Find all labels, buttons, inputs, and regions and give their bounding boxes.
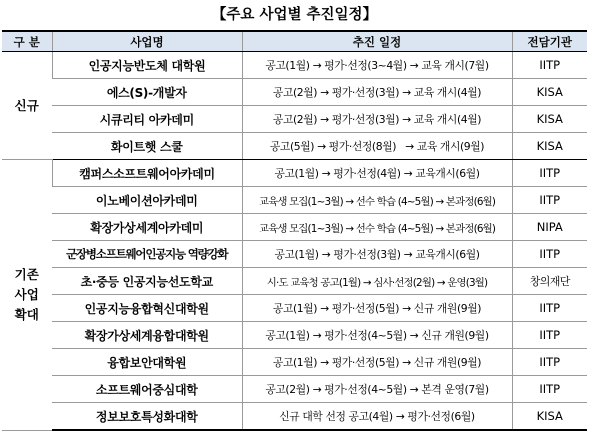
project-org: KISA <box>512 403 587 431</box>
header-row <box>2 31 587 52</box>
project-schedule: 공고(2월) → 평가·선정(3월) → 교육 개시(4월) <box>242 79 512 106</box>
project-org: IITP <box>512 241 587 268</box>
project-org: IITP <box>512 322 587 349</box>
header-org: 전담기관 <box>512 31 587 52</box>
project-org: KISA <box>512 79 587 106</box>
project-name: 화이트햇 스쿨 <box>52 133 242 160</box>
table-row <box>2 376 587 403</box>
project-name: 확장가상세계융합대학원 <box>52 322 242 349</box>
project-schedule: 시·도 교육청 공고(1월) → 심사·선정(2월) → 운영(3월) <box>242 268 512 295</box>
project-name: 에스(S)-개발자 <box>52 79 242 106</box>
project-name: 확장가상세계아카데미 <box>52 214 242 241</box>
schedule-table <box>2 30 587 431</box>
project-schedule: 공고(1월) → 평가·선정(4~5월) → 신규 개원(9월) <box>242 322 512 349</box>
project-name: 캠퍼스소프트웨어아카데미 <box>52 160 242 187</box>
project-org: KISA <box>512 133 587 160</box>
table-row <box>2 241 587 268</box>
project-schedule: 신규 대학 선정 공고(4월) → 평가·선정(6월) <box>242 403 512 431</box>
project-schedule: 공고(2월) → 평가·선정(3월) → 교육 개시(4월) <box>242 106 512 133</box>
project-org: IITP <box>512 295 587 322</box>
category-existing: 기존 사업 확대 <box>2 160 52 431</box>
table-row <box>2 268 587 295</box>
table-row <box>2 403 587 431</box>
table-row <box>2 214 587 241</box>
project-name: 시큐리티 아카데미 <box>52 106 242 133</box>
project-name: 융합보안대학원 <box>52 349 242 376</box>
project-schedule: 공고(1월) → 평가·선정(5월) → 신규 개원(9월) <box>242 349 512 376</box>
project-name: 군장병소프트웨어인공지능 역량강화 <box>52 241 242 268</box>
project-name: 초·중등 인공지능선도학교 <box>52 268 242 295</box>
project-org: IITP <box>512 376 587 403</box>
project-org: NIPA <box>512 214 587 241</box>
project-org: IITP <box>512 187 587 214</box>
table-row <box>2 349 587 376</box>
project-schedule: 공고(1월) → 평가·선정(3월) → 교육개시(6월) <box>242 241 512 268</box>
project-org: KISA <box>512 106 587 133</box>
project-name: 이노베이션아카데미 <box>52 187 242 214</box>
project-name: 소프트웨어중심대학 <box>52 376 242 403</box>
header-project: 사업명 <box>52 31 242 52</box>
header-category: 구 분 <box>2 31 52 52</box>
table-row <box>2 133 587 160</box>
project-org: IITP <box>512 52 587 79</box>
project-org: IITP <box>512 160 587 187</box>
table-row <box>2 187 587 214</box>
project-schedule: 공고(1월) → 평가·선정(5월) → 신규 개원(9월) <box>242 295 512 322</box>
project-org: 창의재단 <box>512 268 587 295</box>
table-row <box>2 79 587 106</box>
project-schedule: 공고(5월) → 평가·선정(8월) → 교육 개시(9월) <box>242 133 512 160</box>
project-name: 인공지능반도체 대학원 <box>52 52 242 79</box>
table-row <box>2 52 587 79</box>
table-row <box>2 322 587 349</box>
project-org: IITP <box>512 349 587 376</box>
header-schedule: 추진 일정 <box>242 31 512 52</box>
table-row <box>2 106 587 133</box>
document-title: 【주요 사업별 추진일정】 <box>211 7 378 23</box>
project-schedule: 공고(1월) → 평가·선정(3~4월) → 교육 개시(7월) <box>242 52 512 79</box>
project-schedule: 교육생 모집(1~3월) → 선수 학습 (4~5월) → 본과정(6월) <box>242 187 512 214</box>
project-schedule: 공고(2월) → 평가·선정(4~5월) → 본격 운영(7월) <box>242 376 512 403</box>
project-name: 정보보호특성화대학 <box>52 403 242 431</box>
project-schedule: 교육생 모집(1~3월) → 선수 학습 (4~5월) → 본과정(6월) <box>242 214 512 241</box>
project-schedule: 공고(1월) → 평가·선정(4월) → 교육개시(6월) <box>242 160 512 187</box>
table-row <box>2 295 587 322</box>
project-name: 인공지능융합혁신대학원 <box>52 295 242 322</box>
category-new: 신규 <box>2 52 52 160</box>
table-row <box>2 160 587 187</box>
